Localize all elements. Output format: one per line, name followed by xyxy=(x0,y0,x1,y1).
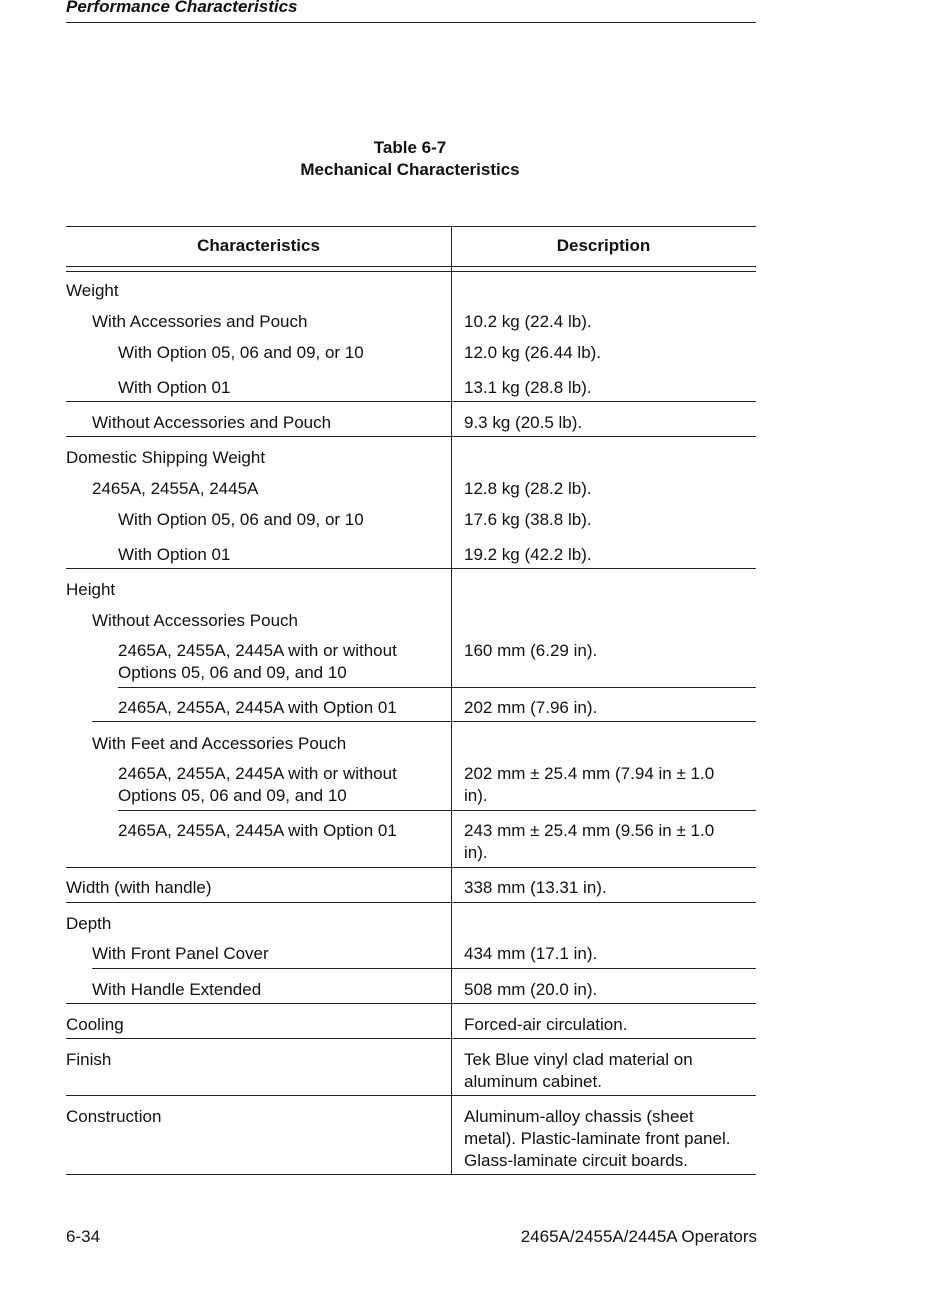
row-value: 10.2 kg (22.4 lb). xyxy=(464,312,592,331)
row-value: 13.1 kg (28.8 lb). xyxy=(464,378,592,397)
row-value: 338 mm (13.31 in). xyxy=(464,878,607,897)
row-value: Forced-air circulation. xyxy=(464,1015,628,1034)
section-rule xyxy=(66,436,756,437)
table-caption xyxy=(0,137,820,181)
row-label: Height xyxy=(66,580,116,599)
column-header-description: Description xyxy=(556,236,651,255)
row-rule xyxy=(92,968,756,969)
row-value-cont: Glass-laminate circuit boards. xyxy=(464,1151,688,1170)
section-rule xyxy=(66,867,756,868)
row-rule xyxy=(92,721,756,722)
row-label: Domestic Shipping Weight xyxy=(66,448,266,467)
row-label: With Feet and Accessories Pouch xyxy=(92,734,347,753)
row-rule xyxy=(66,401,756,402)
table-number: Table 6-7 xyxy=(373,138,447,157)
row-rule xyxy=(118,687,756,688)
row-value: Tek Blue vinyl clad material on xyxy=(464,1050,693,1069)
row-value: 12.8 kg (28.2 lb). xyxy=(464,479,592,498)
header-rule-upper xyxy=(66,266,756,267)
row-label: With Front Panel Cover xyxy=(92,944,269,963)
row-value-cont: aluminum cabinet. xyxy=(464,1072,602,1091)
row-label: 2465A, 2455A, 2445A with Option 01 xyxy=(118,821,397,840)
row-value: 434 mm (17.1 in). xyxy=(464,944,598,963)
row-value: 243 mm ± 25.4 mm (9.56 in ± 1.0 xyxy=(464,821,715,840)
row-label: Weight xyxy=(66,281,119,300)
row-value: 9.3 kg (20.5 lb). xyxy=(464,413,583,432)
row-value-cont: in). xyxy=(464,786,488,805)
row-label: With Handle Extended xyxy=(92,980,262,999)
row-label: With Accessories and Pouch xyxy=(92,312,308,331)
row-label: Finish xyxy=(66,1050,112,1069)
row-label: With Option 01 xyxy=(118,545,231,564)
row-value-cont: metal). Plastic-laminate front panel. xyxy=(464,1129,731,1148)
row-label: Depth xyxy=(66,914,112,933)
row-label: Cooling xyxy=(66,1015,124,1034)
row-label: 2465A, 2455A, 2445A with Option 01 xyxy=(118,698,397,717)
column-header-characteristics: Characteristics xyxy=(197,236,320,255)
manual-title: 2465A/2455A/2445A Operators xyxy=(520,1227,757,1246)
row-value: 17.6 kg (38.8 lb). xyxy=(464,510,592,529)
row-label: 2465A, 2455A, 2445A xyxy=(92,479,259,498)
section-rule xyxy=(66,902,756,903)
row-label: With Option 05, 06 and 09, or 10 xyxy=(118,343,364,362)
row-label-cont: Options 05, 06 and 09, and 10 xyxy=(118,663,347,682)
row-value: 19.2 kg (42.2 lb). xyxy=(464,545,592,564)
row-value: 12.0 kg (26.44 lb). xyxy=(464,343,602,362)
table-bottom-rule xyxy=(66,1174,756,1175)
section-rule xyxy=(66,568,756,569)
table-top-rule xyxy=(66,226,756,227)
running-header-title: Performance Characteristics xyxy=(66,0,298,16)
table-title: Mechanical Characteristics xyxy=(300,160,520,179)
row-value: 160 mm (6.29 in). xyxy=(464,641,598,660)
row-label: Without Accessories and Pouch xyxy=(92,413,332,432)
section-rule xyxy=(66,1003,756,1004)
row-label: Without Accessories Pouch xyxy=(92,611,298,630)
row-label-cont: Options 05, 06 and 09, and 10 xyxy=(118,786,347,805)
row-label: With Option 05, 06 and 09, or 10 xyxy=(118,510,364,529)
section-rule xyxy=(66,1095,756,1096)
column-divider xyxy=(451,226,452,1174)
header-rule xyxy=(66,22,756,23)
row-value: 202 mm (7.96 in). xyxy=(464,698,598,717)
row-value: 202 mm ± 25.4 mm (7.94 in ± 1.0 xyxy=(464,764,715,783)
section-rule xyxy=(66,1038,756,1039)
row-label: 2465A, 2455A, 2445A with or without xyxy=(118,641,397,660)
row-rule xyxy=(118,810,756,811)
row-value-cont: in). xyxy=(464,843,488,862)
row-label: 2465A, 2455A, 2445A with or without xyxy=(118,764,397,783)
row-value: Aluminum-alloy chassis (sheet xyxy=(464,1107,694,1126)
row-value: 508 mm (20.0 in). xyxy=(464,980,598,999)
header-rule-lower xyxy=(66,271,756,272)
row-label: Width (with handle) xyxy=(66,878,212,897)
row-label: Construction xyxy=(66,1107,162,1126)
page-number: 6-34 xyxy=(66,1227,101,1246)
row-label: With Option 01 xyxy=(118,378,231,397)
